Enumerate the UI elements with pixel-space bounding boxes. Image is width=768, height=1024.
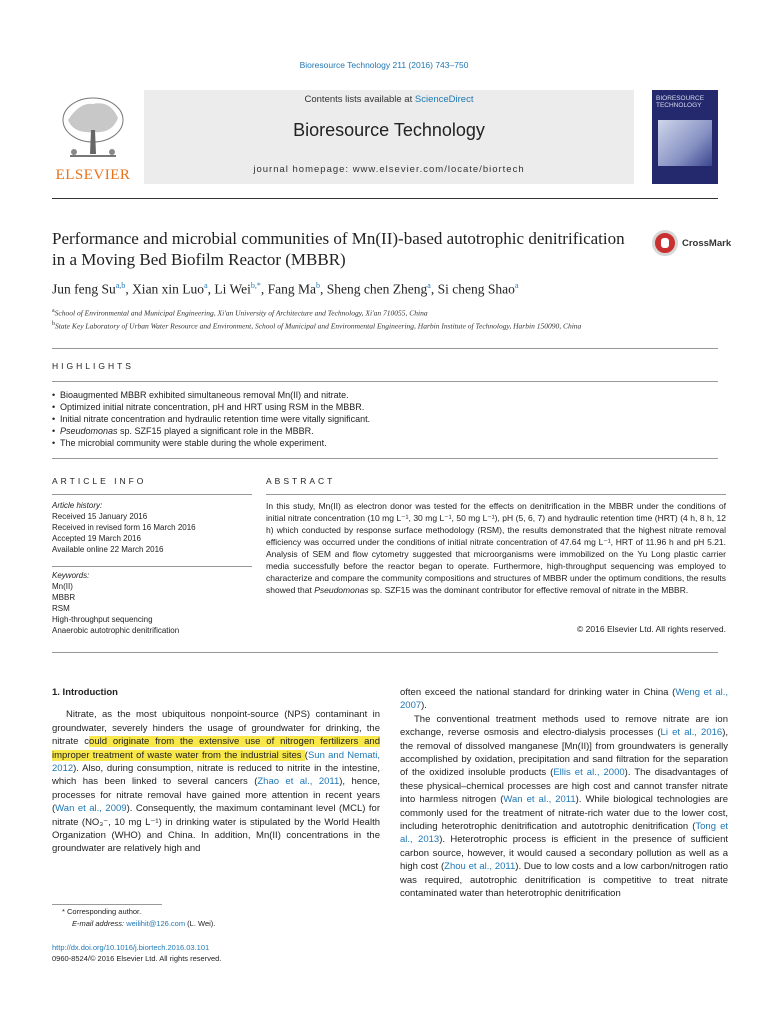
keywords-rule bbox=[52, 566, 252, 567]
citation-link[interactable]: Wan et al., 2011 bbox=[503, 794, 576, 806]
doi-link[interactable]: http://dx.doi.org/10.1016/j.biortech.2016.03.101 bbox=[52, 943, 210, 952]
author-affil-mark[interactable]: a bbox=[427, 281, 431, 290]
intro-paragraph bbox=[400, 713, 728, 901]
footnotes bbox=[52, 906, 380, 930]
abstract-italic: Pseudomonas bbox=[314, 585, 369, 595]
header-rule bbox=[52, 198, 718, 199]
crossmark-icon bbox=[652, 230, 678, 256]
author-name[interactable]: Jun feng Su bbox=[52, 281, 116, 297]
journal-banner bbox=[144, 90, 634, 184]
author-name[interactable]: Si cheng Shao bbox=[437, 281, 515, 297]
affiliation-text: School of Environmental and Municipal Engineering, Xi'an University of Architecture and Technology, Xi'an 710055, China bbox=[54, 308, 428, 318]
highlights-heading: HIGHLIGHTS bbox=[52, 361, 134, 371]
issn-line: 0960-8524/© 2016 Elsevier Ltd. All rights reserved. bbox=[52, 954, 222, 963]
author-name[interactable]: Xian xin Luo bbox=[132, 281, 205, 297]
author-affil-mark[interactable]: b bbox=[316, 281, 321, 290]
intro-text: ). bbox=[421, 700, 427, 712]
cover-image bbox=[658, 120, 712, 166]
highlight-item bbox=[52, 425, 718, 437]
author-name[interactable]: Li Wei bbox=[214, 281, 251, 297]
citation-link[interactable]: Li et al., 2016 bbox=[660, 727, 723, 739]
highlight-item: • Initial nitrate concentration and hydraulic retention time were vitally significant. bbox=[52, 413, 718, 425]
contents-line bbox=[144, 94, 634, 105]
author-list: Jun feng Su$^{a,b}$, Xian xin Luo$^a$, Li Wei$^{b,*}$, Fang Ma$^b$, Sheng chen Zheng$^a$, Si cheng Shao$^a$ bbox=[52, 281, 519, 297]
abstract-part: In this study, Mn(II) as electron donor was tested for the effects on denitrification in the MBBR under the conditions of initial nitrate concentration (10 mg L⁻¹, 30 mg L⁻¹, 50 mg L⁻¹), pH (5, 6, 7) and hydraulic retention time (HRT) (4 h, 8 h, 12 h) which conducted by response surface methodology (RSM), the results demonstrated that the highest nitrate removal efficiency was occurred under the conditions of initial nitrate concentration of 47.64 mg L⁻¹, HRT of 11.96 h and pH 5.21. Analysis of SEM and flow cytometry suggested that microorganisms were immobilized on the Yu Long plastic carrier media successfully before the reactor began to operate. Furthermore, high-throughput sequencing was employed to characterize and compare the community compositions and structures of MBBR under the optimum conditions, the results showed that bbox=[266, 501, 726, 595]
contents-prefix: Contents lists available at bbox=[304, 94, 415, 105]
affiliation-mark: a bbox=[52, 308, 55, 314]
article-info-rule bbox=[52, 494, 252, 495]
history-item: Available online 22 March 2016 bbox=[52, 545, 164, 554]
citation-link[interactable]: Zhou et al., 2011 bbox=[444, 861, 516, 873]
history-label: Article history: bbox=[52, 501, 103, 510]
author-affil-mark[interactable]: b,* bbox=[250, 281, 261, 290]
elsevier-tree-icon bbox=[60, 94, 126, 164]
journal-homepage[interactable]: journal homepage: www.elsevier.com/locate/biortech bbox=[253, 164, 525, 175]
keyword-item: High-throughput sequencing bbox=[52, 615, 153, 624]
intro-text: ). Also, during consumption, nitrate is reduced to nitrite in the intestine, which has been linked to several cancers ( bbox=[52, 763, 380, 788]
journal-citation[interactable]: Bioresource Technology 211 (2016) 743–750 bbox=[299, 60, 469, 70]
intro-text: ). The disadvantages of these physical–chemical processes are high cost and cannot transfer nitrate into harmless nitrogen ( bbox=[400, 767, 728, 806]
doi-block bbox=[52, 942, 452, 964]
author-affil-mark[interactable]: a bbox=[514, 281, 519, 290]
author-name[interactable]: Sheng chen Zheng bbox=[326, 281, 428, 297]
journal-title: Bioresource Technology bbox=[293, 120, 485, 140]
affiliation-item bbox=[52, 319, 718, 332]
abstract-copyright: © 2016 Elsevier Ltd. All rights reserved. bbox=[577, 624, 726, 634]
article-title: Performance and microbial communities of Mn(II)-based autotrophic denitrification in a Moving Bed Biofilm Reactor (MBBR) bbox=[52, 229, 625, 269]
citation-link[interactable]: Wan et al., 2009 bbox=[55, 803, 127, 815]
intro-heading: 1. Introduction bbox=[52, 687, 118, 698]
intro-left-column bbox=[52, 686, 380, 856]
intro-right-column bbox=[400, 686, 728, 901]
citation-link[interactable]: Zhao et al., 2011 bbox=[257, 776, 340, 788]
citation-link[interactable]: Ellis et al., 2000 bbox=[553, 767, 625, 779]
intro-paragraph bbox=[400, 686, 728, 713]
corresponding-author-note: * Corresponding author. bbox=[62, 907, 142, 916]
cover-title: BIORESOURCE TECHNOLOGY bbox=[656, 95, 705, 109]
intro-text: Nitrate, as the most ubiquitous nonpoint-source (NPS) contaminant in groundwater, severely hinders the usage of groundwater for drinking, the nitrate c bbox=[52, 709, 380, 748]
highlight-item: • Optimized initial nitrate concentration, pH and HRT using RSM in the MBBR. bbox=[52, 401, 718, 413]
keyword-item: Anaerobic autotrophic denitrification bbox=[52, 626, 180, 635]
history-item: Received 15 January 2016 bbox=[52, 512, 148, 521]
intro-text: ), the removal of dissolved manganese [Mn(II)] from groundwaters is generally accomplished by oxidation, precipitation and sand filtration for the separation of the oxidized insoluble products ( bbox=[400, 727, 728, 779]
affiliation-mark: b bbox=[52, 320, 55, 327]
highlight-item: • Bioaugmented MBBR exhibited simultaneous removal Mn(II) and nitrate. bbox=[52, 389, 718, 401]
history-item: Received in revised form 16 March 2016 bbox=[52, 523, 196, 532]
highlights-mid-rule bbox=[52, 381, 718, 382]
intro-text: The conventional treatment methods used to remove nitrate are ion exchange, reverse osmosis and electro-dialysis processes ( bbox=[400, 713, 728, 739]
affiliation-text: State Key Laboratory of Urban Water Resource and Environment, School of Municipal and Environmental Engineering, Harbin Institute of Technology, Harbin 150090, China bbox=[55, 321, 582, 330]
intro-text: ). Due to low costs and a low carbon/nitrogen ratio was required, autotrophic denitrification is competitive to treat nitrate contaminated water than heterotrophic denitrification bbox=[400, 861, 728, 900]
intro-text: ( bbox=[304, 749, 308, 761]
abstract-part: sp. SZF15 was the dominant contributor for effective removal of nitrate in the MBBR. bbox=[368, 585, 689, 595]
journal-cover[interactable] bbox=[652, 90, 718, 184]
intro-paragraph bbox=[52, 708, 380, 855]
citation-link[interactable]: Weng et al., 2007 bbox=[400, 687, 728, 712]
article-info-heading: ARTICLE INFO bbox=[52, 476, 147, 486]
article-history bbox=[52, 500, 252, 555]
email-link[interactable]: weilihit@126.com bbox=[126, 919, 186, 928]
author-affil-mark[interactable]: a,b bbox=[115, 281, 126, 290]
abstract-text bbox=[266, 500, 726, 596]
keywords-label: Keywords: bbox=[52, 571, 90, 580]
email-suffix: (L. Wei). bbox=[185, 919, 216, 928]
keywords bbox=[52, 570, 252, 636]
citation-link[interactable]: Tong et al., 2013 bbox=[400, 821, 728, 846]
crossmark-button[interactable] bbox=[652, 230, 732, 260]
email-note bbox=[52, 918, 380, 930]
intro-text: ). Consequently, the maximum contaminant level (MCL) for nitrate (NO₃⁻, 10 mg L⁻¹) in drinking water is stipulated by the World Health Organization (WHO) and China. In addition, Mn(II) concentrations in the groundwater are relatively high and bbox=[52, 803, 380, 855]
highlighted-text: ould originate from the extensive use of nitrogen fertilizers and improper treatment of waste water from the industrial sites bbox=[52, 736, 380, 761]
highlights-top-rule bbox=[52, 348, 718, 349]
author-name[interactable]: Fang Ma bbox=[267, 281, 317, 297]
highlight-text: sp. SZF15 played a significant role in the MBBR. bbox=[117, 426, 314, 436]
keyword-item: RSM bbox=[52, 604, 70, 613]
abstract-heading: ABSTRACT bbox=[266, 476, 336, 486]
highlight-item: • The microbial community were stable during the whole experiment. bbox=[52, 437, 718, 449]
email-label: E-mail address: bbox=[72, 919, 127, 928]
highlights-bottom-rule bbox=[52, 458, 718, 459]
footnote-rule bbox=[52, 904, 162, 905]
highlights-list bbox=[52, 389, 718, 449]
citation-link[interactable]: Sun and Nemati, 2012 bbox=[52, 749, 380, 775]
elsevier-logo[interactable] bbox=[52, 90, 134, 186]
abstract-bottom-rule bbox=[52, 652, 718, 653]
intro-text: often exceed the national standard for drinking water in China ( bbox=[400, 687, 676, 698]
affiliation-item bbox=[52, 306, 718, 319]
keyword-item: MBBR bbox=[52, 593, 76, 602]
history-item: Accepted 19 March 2016 bbox=[52, 534, 141, 543]
journal-header bbox=[52, 90, 718, 190]
highlight-italic: Pseudomonas bbox=[60, 426, 118, 436]
intro-text: ), hence, processes for nitrate removal have gained more attention in recent years ( bbox=[52, 776, 380, 815]
intro-text: ). While biological technologies are commonly used for the treatment of nitrate-rich water due to the lower cost, including heterotrophic denitrification and autotrophic denitrification ( bbox=[400, 794, 728, 833]
author-affil-mark[interactable]: a bbox=[204, 281, 208, 290]
abstract-rule bbox=[266, 494, 726, 495]
sciencedirect-link[interactable]: ScienceDirect bbox=[414, 94, 474, 105]
crossmark-label: CrossMark bbox=[682, 238, 732, 249]
keyword-item: Mn(II) bbox=[52, 582, 73, 591]
elsevier-wordmark: ELSEVIER bbox=[55, 167, 131, 183]
affiliations bbox=[52, 306, 718, 331]
intro-text: ). Heterotrophic process is efficient in the presence of sufficient carbon source, however, it would caused a secondary pollution as well as a high cost ( bbox=[400, 834, 728, 873]
